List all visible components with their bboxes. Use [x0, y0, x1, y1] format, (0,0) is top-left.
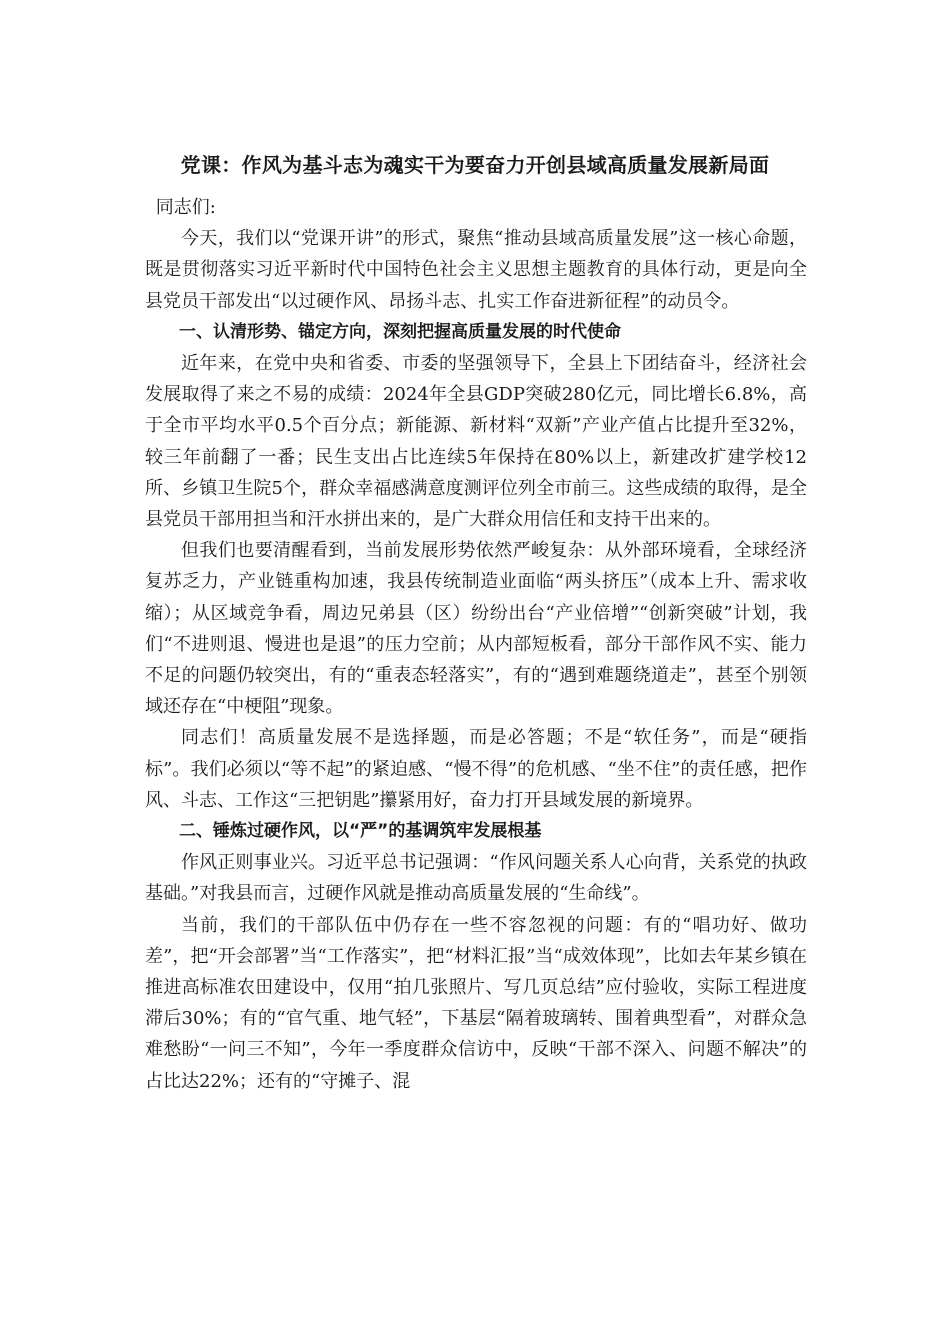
paragraph-problems: 当前，我们的干部队伍中仍存在一些不容忽视的问题：有的“唱功好、做功差”，把“开会部署”当“工作落实”，把“材料汇报”当“成效体现”，比如去年某乡镇在推进高标准农田建设中，仅用“拍几张照片、写几页总结”应付验收，实际工程进度滞后30%；有的“官气重、地气轻”，下基层“隔着玻璃转、围着典型看”，对群众急难愁盼“一问三不知”，今年一季度群众信访中，反映“干部不深入、问题不解决”的占比达22%；还有的“守摊子、混 — [145, 914, 807, 1092]
document-title: 党课：作风为基斗志为魂实干为要奋力开创县域高质量发展新局面 — [180, 153, 770, 177]
greeting: 同志们: — [155, 197, 216, 218]
section-heading-1: 一、认清形势、锚定方向，深刻把握高质量发展的时代使命 — [179, 321, 621, 342]
paragraph-call-to-action: 同志们！高质量发展不是选择题，而是必答题；不是“软任务”，而是“硬指标”。我们必须以“等不起”的紧迫感、“慢不得”的危机感、“坐不住”的责任感，把作风、斗志、工作这“三把钥匙”攥紧用好，奋力打开县域发展的新境界。 — [145, 727, 807, 811]
paragraph-achievements: 近年来，在党中央和省委、市委的坚强领导下，全县上下团结奋斗，经济社会发展取得了来之不易的成绩：2024年全县GDP突破280亿元，同比增长6.8%，高于全市平均水平0.5个百分点；新能源、新材料“双新”产业产值占比提升至32%，较三年前翻了一番；民生支出占比连续5年保持在80%以上，新建改扩建学校12所、乡镇卫生院5个，群众幸福感满意度测评位列全市前三。这些成绩的取得，是全县党员干部用担当和汗水拼出来的，是广大群众用信任和支持干出来的。 — [145, 353, 807, 531]
paragraph-work-style: 作风正则事业兴。习近平总书记强调：“作风问题关系人心向背，关系党的执政基础。”对我县而言，过硬作风就是推动高质量发展的“生命线”。 — [145, 852, 807, 905]
paragraph-intro: 今天，我们以“党课开讲”的形式，聚焦“推动县域高质量发展”这一核心命题，既是贯彻落实习近平新时代中国特色社会主义思想主题教育的具体行动，更是向全县党员干部发出“以过硬作风、昂扬斗志、扎实工作奋进新征程”的动员令。 — [145, 228, 807, 312]
section-heading-2: 二、锤炼过硬作风，以“严”的基调筑牢发展根基 — [179, 821, 542, 842]
document-body — [145, 192, 807, 1097]
paragraph-challenges: 但我们也要清醒看到，当前发展形势依然严峻复杂：从外部环境看，全球经济复苏乏力，产业链重构加速，我县传统制造业面临“两头挤压”（成本上升、需求收缩）；从区域竞争看，周边兄弟县（区）纷纷出台“产业倍增”“创新突破”计划，我们“不进则退、慢进也是退”的压力空前；从内部短板看，部分干部作风不实、能力不足的问题仍较突出，有的“重表态轻落实”，有的“遇到难题绕道走”，甚至个别领域还存在“中梗阻”现象。 — [145, 540, 807, 718]
